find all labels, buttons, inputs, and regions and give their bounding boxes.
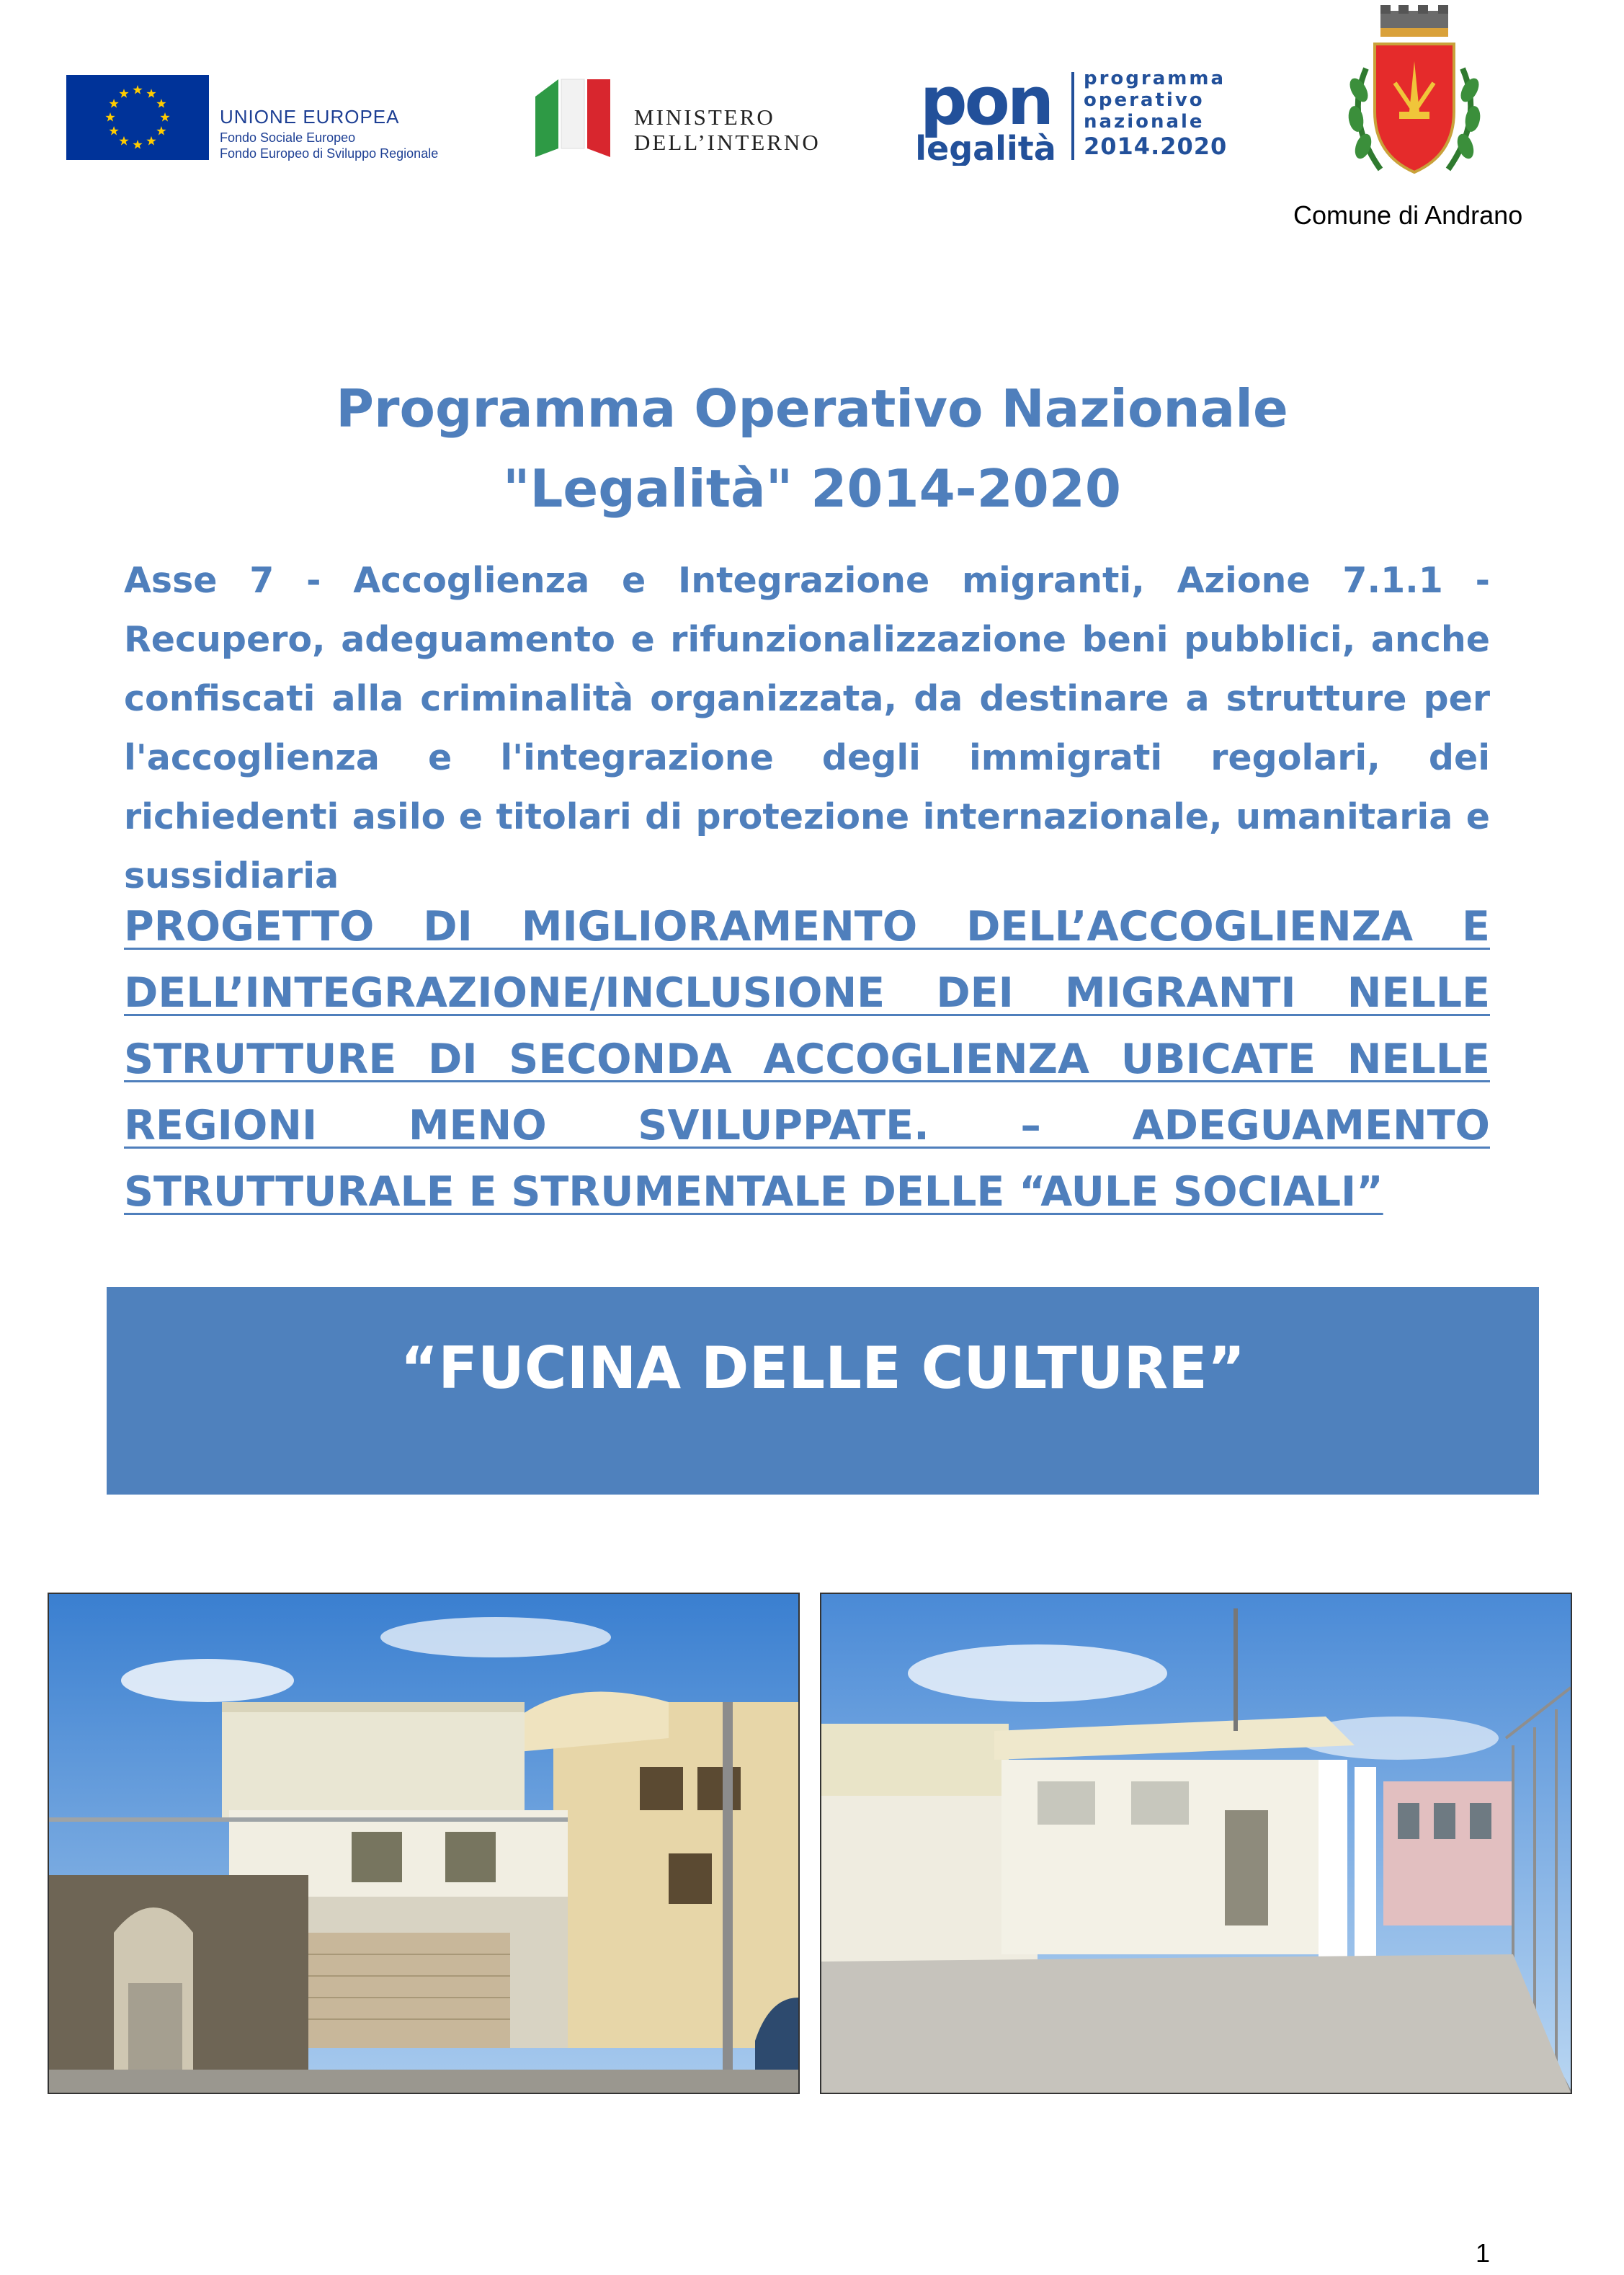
pon-line-3: nazionale: [1084, 111, 1205, 133]
project-name-banner: [107, 1287, 1539, 1495]
eu-subtitle-1: Fondo Sociale Europeo: [220, 130, 356, 145]
pon-logo-bottom: legalità: [915, 129, 1056, 166]
page-number: 1: [1476, 2238, 1491, 2268]
pon-divider: [1071, 72, 1074, 160]
pon-line-1: programma: [1084, 68, 1226, 89]
pon-legalita-logo: [911, 72, 1061, 166]
italian-ministry-emblem-icon: [530, 76, 616, 159]
building-photo-front: [48, 1593, 800, 2094]
page-title-line-2: "Legalità" 2014-2020: [503, 458, 1121, 519]
building-photo-courtyard: [820, 1593, 1572, 2094]
eu-flag-icon: [66, 75, 209, 160]
ministry-line-1: MINISTERO: [634, 104, 775, 130]
pon-line-2: operativo: [1084, 89, 1205, 111]
page-title-line-1: Programma Operativo Nazionale: [336, 378, 1288, 439]
eu-subtitle-2: Fondo Europeo di Sviluppo Regionale: [220, 146, 439, 161]
project-title: PROGETTO DI MIGLIORAMENTO DELL’ACCOGLIENZA E DELL’INTEGRAZIONE/INCLUSIONE DEI MIGRANTI NELLE STRUTTURE DI SECONDA ACCOGLIENZA UBICATE NELLE REGIONI MENO SVILUPPATE. – ADEGUAMENTO STRUTTURALE E STRUMENTALE DELLE “AULE SOCIALI”: [124, 903, 1490, 1216]
ministry-line-2: DELL’INTERNO: [634, 130, 821, 155]
comune-coat-of-arms-icon: [1337, 4, 1491, 192]
pon-line-4: 2014.2020: [1084, 133, 1228, 160]
pon-logo-top: pon: [919, 72, 1052, 140]
eu-title: UNIONE EUROPEA: [220, 106, 400, 128]
comune-label: Comune di Andrano: [1293, 200, 1523, 230]
banner-title: “FUCINA DELLE CULTURE”: [400, 1335, 1246, 1402]
asse-description: Asse 7 - Accoglienza e Integrazione migranti, Azione 7.1.1 - Recupero, adeguamento e rifunzionalizzazione beni pubblici, anche confiscati alla criminalità organizzata, da destinare a strutture per l'accoglienza e l'integrazione degli immigrati regolari, dei richiedenti asilo e titolari di protezione internazionale, umanitaria e sussidiaria: [124, 560, 1490, 896]
